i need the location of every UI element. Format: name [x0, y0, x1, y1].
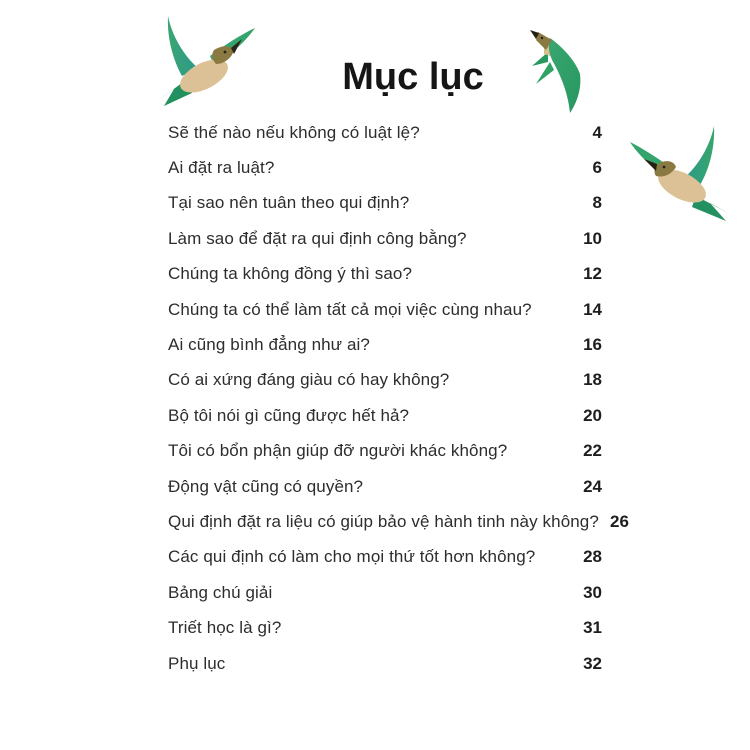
toc-entry-label: Chúng ta không đồng ý thì sao?	[168, 264, 413, 284]
toc-entry-page: 10	[583, 228, 602, 248]
toc-row	[168, 363, 602, 398]
toc-entry-label: Bảng chú giải	[168, 582, 273, 602]
bird-right-icon	[628, 122, 736, 222]
toc-row	[168, 221, 602, 256]
toc-row	[168, 115, 602, 150]
toc-row	[168, 504, 629, 539]
toc-entry-page: 8	[592, 193, 602, 213]
toc-entry-label: Động vật cũng có quyền?	[168, 476, 364, 496]
toc-entry-label: Bộ tôi nói gì cũng được hết hả?	[168, 405, 410, 425]
toc-entry-label: Các qui định có làm cho mọi thứ tốt hơn không?	[168, 547, 536, 567]
toc-entry-page: 12	[583, 264, 602, 284]
toc-entry-label: Chúng ta có thể làm tất cả mọi việc cùng nhau?	[168, 299, 532, 319]
toc-entry-page: 6	[592, 158, 602, 178]
toc-entry-label: Sẽ thế nào nếu không có luật lệ?	[168, 122, 420, 142]
toc-entry-label: Ai cũng bình đẳng như ai?	[168, 335, 370, 355]
toc-row	[168, 150, 602, 185]
toc-entry-label: Phụ lục	[168, 653, 226, 673]
toc-entry-label: Qui định đặt ra liệu có giúp bảo vệ hành tinh này không?	[168, 511, 599, 531]
toc-list	[168, 115, 629, 681]
bird-top-left-icon	[152, 12, 257, 112]
toc-row	[168, 610, 602, 645]
toc-entry-label: Làm sao để đặt ra qui định công bằng?	[168, 228, 467, 248]
toc-entry-page: 30	[583, 582, 602, 602]
toc-row	[168, 434, 602, 469]
toc-entry-page: 32	[583, 653, 602, 673]
toc-entry-page: 16	[583, 335, 602, 355]
toc-row	[168, 186, 602, 221]
toc-entry-page: 31	[583, 618, 602, 638]
toc-entry-label: Tại sao nên tuân theo qui định?	[168, 193, 410, 213]
toc-row	[168, 575, 602, 610]
toc-entry-label: Ai đặt ra luật?	[168, 158, 275, 178]
toc-entry-page: 24	[583, 476, 602, 496]
toc-entry-page: 20	[583, 405, 602, 425]
toc-entry-page: 26	[610, 511, 629, 531]
toc-entry-page: 28	[583, 547, 602, 567]
toc-row	[168, 469, 602, 504]
toc-row	[168, 292, 602, 327]
toc-entry-page: 18	[583, 370, 602, 390]
page-title: Mục lục	[342, 56, 484, 98]
toc-entry-label: Có ai xứng đáng giàu có hay không?	[168, 370, 450, 390]
toc-entry-label: Tôi có bổn phận giúp đỡ người khác không?	[168, 441, 508, 461]
toc-row	[168, 540, 602, 575]
toc-entry-label: Triết học là gì?	[168, 618, 282, 638]
toc-row	[168, 257, 602, 292]
bird-top-right-icon	[530, 30, 602, 115]
toc-row	[168, 398, 602, 433]
toc-entry-page: 14	[583, 299, 602, 319]
toc-entry-page: 4	[592, 122, 602, 142]
toc-row	[168, 646, 602, 681]
toc-entry-page: 22	[583, 441, 602, 461]
toc-row	[168, 327, 602, 362]
